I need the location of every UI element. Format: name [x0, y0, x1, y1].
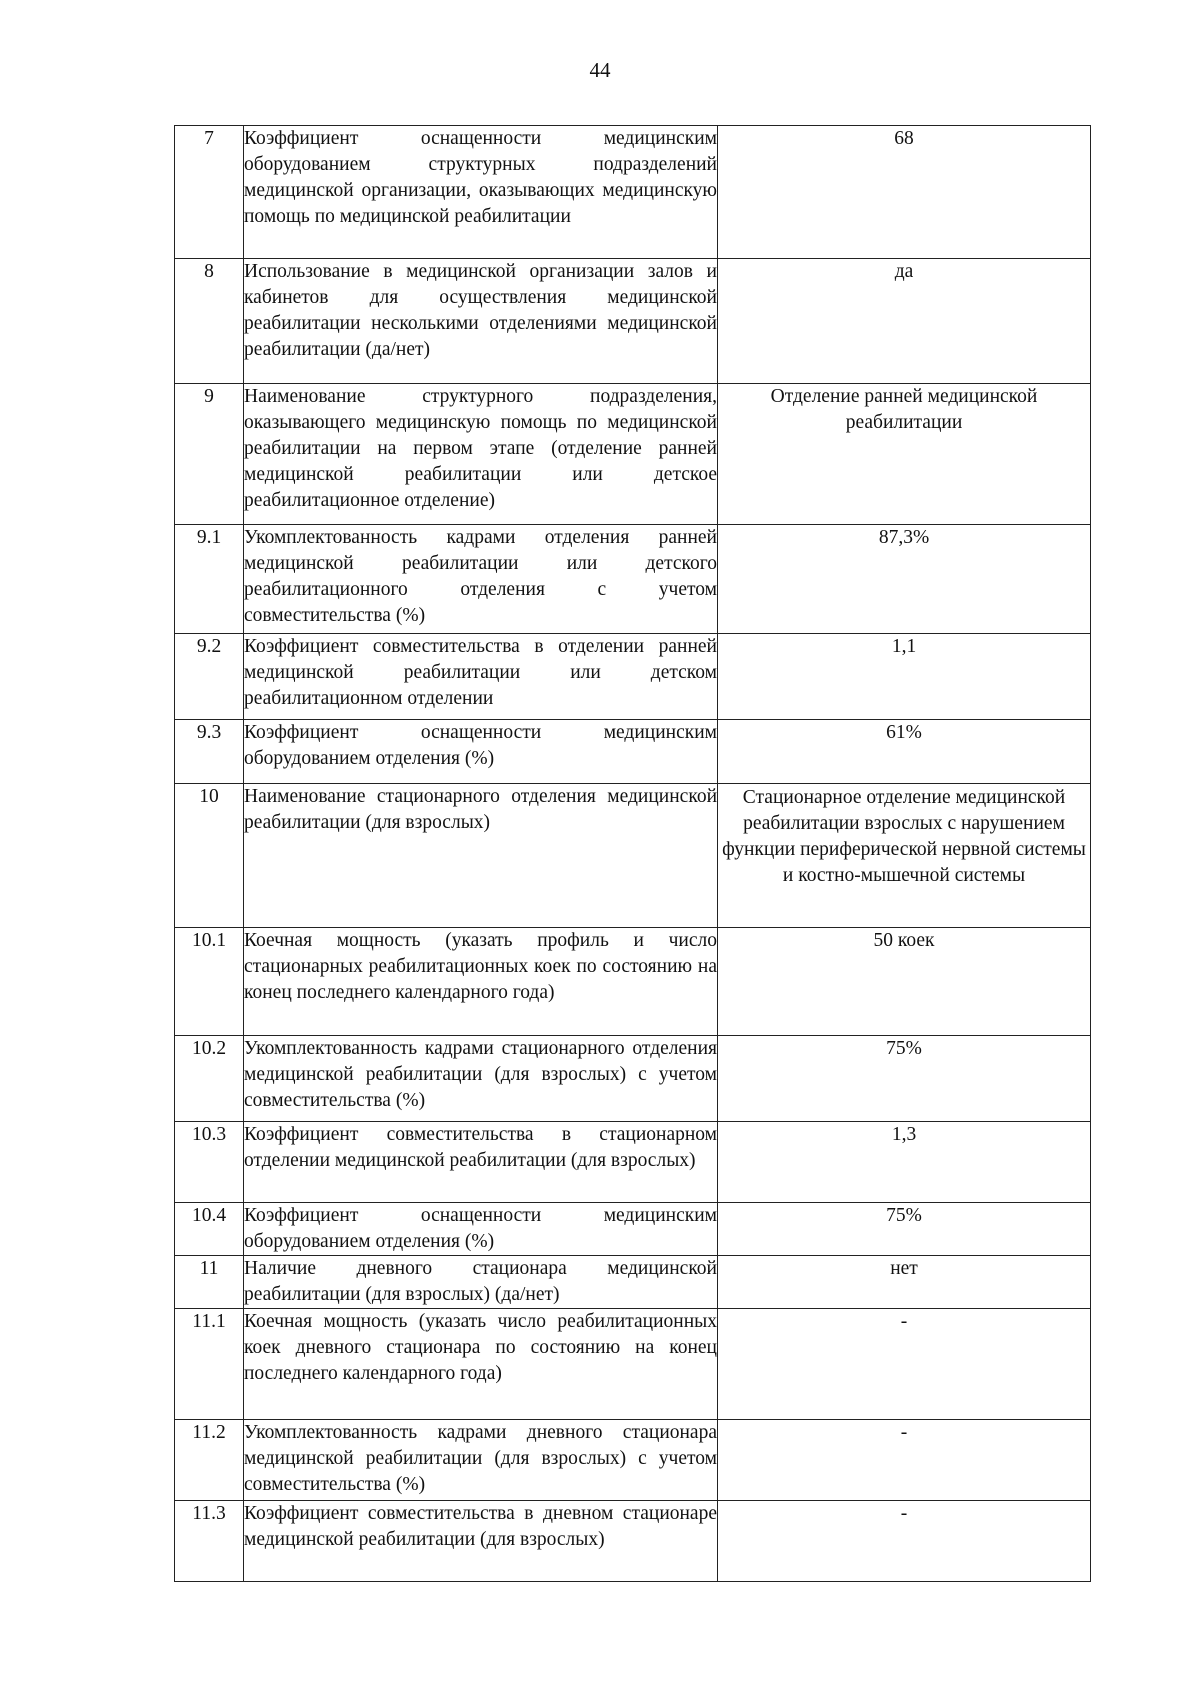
table-row — [175, 525, 1091, 634]
row-number: 9.2 — [175, 634, 244, 720]
row-description: Использование в медицинской организации залов и кабинетов для осуществления медицинской реабилитации несколькими отделениями медицинской реабилитации (да/нет) — [244, 259, 718, 384]
row-number: 10.4 — [175, 1203, 244, 1256]
row-description: Коечная мощность (указать число реабилитационных коек дневного стационара по состоянию на конец последнего календарного года) — [244, 1309, 718, 1420]
row-number: 8 — [175, 259, 244, 384]
row-number: 10.1 — [175, 928, 244, 1036]
table-row — [175, 1309, 1091, 1420]
table-row — [175, 1256, 1091, 1309]
row-value: 1,1 — [718, 634, 1091, 720]
table-row — [175, 784, 1091, 928]
row-value: 87,3% — [718, 525, 1091, 634]
row-number: 10 — [175, 784, 244, 928]
row-value: - — [718, 1420, 1091, 1501]
row-number: 10.3 — [175, 1122, 244, 1203]
table-row — [175, 126, 1091, 259]
table-row — [175, 1501, 1091, 1582]
row-number: 11.1 — [175, 1309, 244, 1420]
row-value: 1,3 — [718, 1122, 1091, 1203]
row-description: Коечная мощность (указать профиль и число стационарных реабилитационных коек по состоянию на конец последнего календарного года) — [244, 928, 718, 1036]
row-description: Укомплектованность кадрами стационарного отделения медицинской реабилитации (для взрослых) с учетом совместительства (%) — [244, 1036, 718, 1122]
indicators-table — [174, 125, 1091, 1582]
row-description: Коэффициент совместительства в отделении ранней медицинской реабилитации или детском реабилитационном отделении — [244, 634, 718, 720]
table-row — [175, 1203, 1091, 1256]
table-row — [175, 259, 1091, 384]
table-row — [175, 634, 1091, 720]
row-description: Наличие дневного стационара медицинской реабилитации (для взрослых) (да/нет) — [244, 1256, 718, 1309]
row-description: Укомплектованность кадрами дневного стационара медицинской реабилитации (для взрослых) с учетом совместительства (%) — [244, 1420, 718, 1501]
row-description: Наименование стационарного отделения медицинской реабилитации (для взрослых) — [244, 784, 718, 928]
row-description — [244, 384, 718, 525]
table-row — [175, 1036, 1091, 1122]
row-value: Стационарное отделение медицинской реабилитации взрослых с нарушением функции периферической нервной системы и костно-мышечной системы — [718, 784, 1091, 928]
table-row — [175, 384, 1091, 525]
row-description: Коэффициент совместительства в дневном стационаре медицинской реабилитации (для взрослых) — [244, 1501, 718, 1582]
table-row — [175, 928, 1091, 1036]
row-description: Коэффициент оснащенности медицинским оборудованием структурных подразделений медицинской организации, оказывающих медицинскую помощь по медицинской реабилитации — [244, 126, 718, 259]
row-number: 9.1 — [175, 525, 244, 634]
row-description: Укомплектованность кадрами отделения ранней медицинской реабилитации или детского реабилитационного отделения с учетом совместительства (%) — [244, 525, 718, 634]
row-value: да — [718, 259, 1091, 384]
row-number: 11.3 — [175, 1501, 244, 1582]
table-row — [175, 720, 1091, 784]
row-number: 9.3 — [175, 720, 244, 784]
row-description: Коэффициент оснащенности медицинским оборудованием отделения (%) — [244, 720, 718, 784]
row-value: 50 коек — [718, 928, 1091, 1036]
row-value: 75% — [718, 1036, 1091, 1122]
row-value: 75% — [718, 1203, 1091, 1256]
row-number: 10.2 — [175, 1036, 244, 1122]
row-value: Отделение ранней медицинской реабилитации — [718, 384, 1091, 525]
row-description: Коэффициент оснащенности медицинским оборудованием отделения (%) — [244, 1203, 718, 1256]
row-value: 68 — [718, 126, 1091, 259]
row-value: 61% — [718, 720, 1091, 784]
row-number: 7 — [175, 126, 244, 259]
row-description: Коэффициент совместительства в стационарном отделении медицинской реабилитации (для взрослых) — [244, 1122, 718, 1203]
row-value: - — [718, 1501, 1091, 1582]
table-row — [175, 1420, 1091, 1501]
row-value: нет — [718, 1256, 1091, 1309]
row-description-text: Наименование структурного подразделения, оказывающего медицинскую помощь по медицинской реабилитации на первом этапе (отделение ранней медицинской реабилитации или детское реабилитационное отделение) — [244, 386, 717, 511]
row-value: - — [718, 1309, 1091, 1420]
table-row — [175, 1122, 1091, 1203]
row-number: 11 — [175, 1256, 244, 1309]
row-number: 9 — [175, 384, 244, 525]
row-number: 11.2 — [175, 1420, 244, 1501]
page-number: 44 — [589, 58, 611, 82]
